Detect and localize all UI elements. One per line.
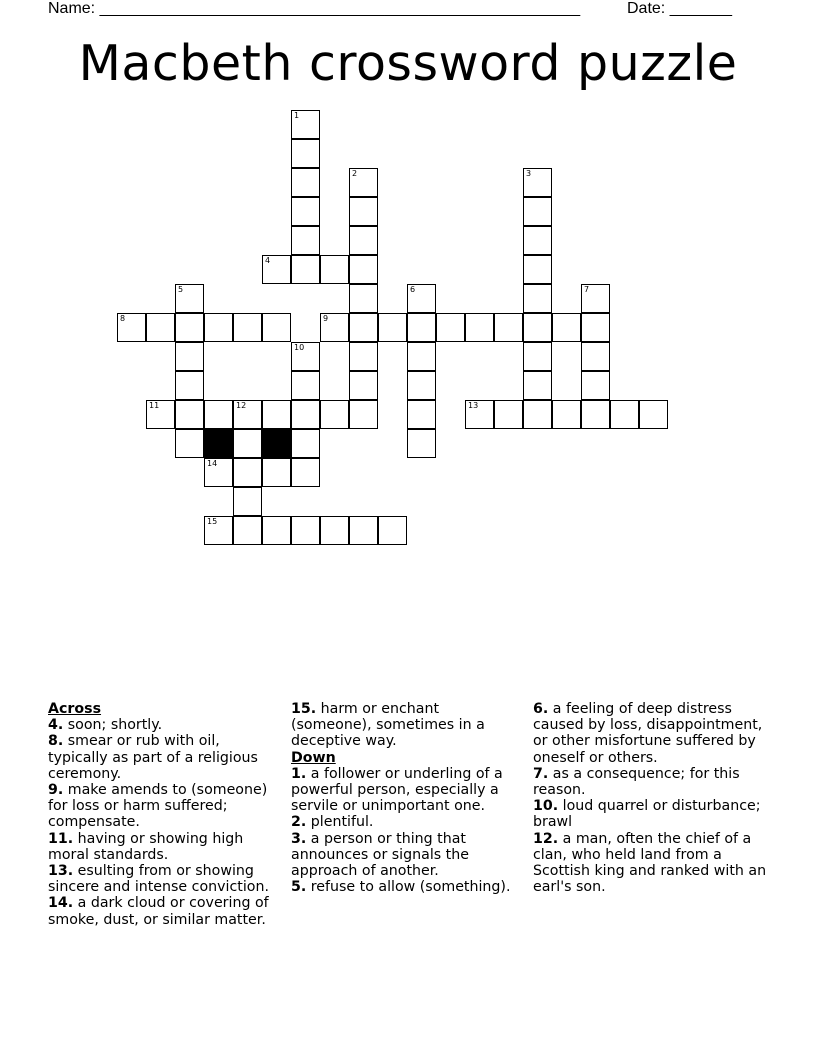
grid-cell[interactable] — [407, 400, 436, 429]
grid-number: 4 — [265, 256, 271, 265]
grid-number: 3 — [526, 169, 532, 178]
grid-cell[interactable] — [523, 313, 552, 342]
grid-cell[interactable] — [465, 313, 494, 342]
grid-cell[interactable] — [349, 284, 378, 313]
grid-cell[interactable] — [581, 371, 610, 400]
clues-column-3 — [533, 701, 771, 895]
grid-cell[interactable] — [523, 197, 552, 226]
grid-cell[interactable] — [349, 371, 378, 400]
grid-cell[interactable] — [233, 487, 262, 516]
grid-cell[interactable] — [233, 516, 262, 545]
grid-number: 10 — [294, 343, 305, 352]
grid-number: 13 — [468, 401, 479, 410]
grid-cell[interactable] — [262, 313, 291, 342]
clue-across-14: 14. a dark cloud or covering of smoke, dust, or similar matter. — [48, 895, 269, 928]
clue-down-5: 5. refuse to allow (something). — [291, 879, 511, 896]
grid-cell[interactable] — [407, 371, 436, 400]
grid-cell[interactable] — [175, 342, 204, 371]
clue-down-12: 12. a man, often the chief of a clan, who held land from a Scottish king and ranked with an earl's son. — [533, 830, 767, 896]
grid-block-cell — [204, 429, 233, 458]
grid-number: 12 — [236, 401, 247, 410]
grid-cell[interactable] — [175, 429, 204, 458]
grid-cell[interactable] — [407, 313, 436, 342]
grid-cell[interactable] — [175, 313, 204, 342]
grid-cell[interactable] — [291, 226, 320, 255]
grid-cell[interactable] — [175, 371, 204, 400]
grid-cell[interactable] — [349, 400, 378, 429]
clue-across-9: 9. make amends to (someone) for loss or harm suffered; compensate. — [48, 782, 268, 831]
grid-number: 5 — [178, 285, 184, 294]
grid-cell[interactable] — [378, 313, 407, 342]
grid-cell[interactable] — [204, 400, 233, 429]
grid-cell[interactable] — [581, 313, 610, 342]
grid-block-cell — [262, 429, 291, 458]
down-heading: Down — [291, 749, 336, 766]
grid-cell[interactable] — [233, 458, 262, 487]
grid-cell[interactable] — [552, 400, 581, 429]
grid-number: 11 — [149, 401, 160, 410]
grid-cell[interactable] — [233, 429, 262, 458]
grid-number: 8 — [120, 314, 126, 323]
clue-down-1: 1. a follower or underling of a powerful person, especially a servile or unimportant one. — [291, 765, 503, 815]
grid-cell[interactable] — [349, 313, 378, 342]
grid-cell[interactable] — [523, 226, 552, 255]
clues-column-1 — [48, 701, 278, 928]
grid-number: 2 — [352, 169, 358, 178]
clue-down-6: 6. a feeling of deep distress caused by loss, disappointment, or other misfortune suffered by oneself or others. — [533, 701, 763, 766]
grid-number: 14 — [207, 459, 218, 468]
grid-cell[interactable] — [291, 516, 320, 545]
grid-number: 15 — [207, 517, 218, 526]
clue-across-4: 4. soon; shortly. — [48, 717, 163, 734]
grid-cell[interactable] — [349, 342, 378, 371]
clue-across-11: 11. having or showing high moral standards. — [48, 830, 244, 863]
grid-cell[interactable] — [291, 371, 320, 400]
grid-cell[interactable] — [523, 284, 552, 313]
grid-cell[interactable] — [581, 342, 610, 371]
grid-cell[interactable] — [291, 400, 320, 429]
grid-cell[interactable] — [349, 516, 378, 545]
clues-column-2 — [291, 701, 523, 895]
grid-cell[interactable] — [552, 313, 581, 342]
grid-cell[interactable] — [320, 400, 349, 429]
grid-cell[interactable] — [291, 168, 320, 197]
grid-cell[interactable] — [233, 313, 262, 342]
grid-cell[interactable] — [349, 197, 378, 226]
clue-down-3: 3. a person or thing that announces or signals the approach of another. — [291, 830, 469, 880]
grid-cell[interactable] — [349, 226, 378, 255]
clue-across-8: 8. smear or rub with oil, typically as part of a religious ceremony. — [48, 733, 258, 782]
grid-cell[interactable] — [262, 516, 291, 545]
grid-cell[interactable] — [639, 400, 668, 429]
grid-number: 9 — [323, 314, 329, 323]
grid-cell[interactable] — [523, 255, 552, 284]
grid-cell[interactable] — [523, 342, 552, 371]
grid-cell[interactable] — [291, 429, 320, 458]
grid-cell[interactable] — [320, 516, 349, 545]
clue-down-2: 2. plentiful. — [291, 814, 374, 831]
date-field-label[interactable]: Date: _______ — [627, 0, 732, 17]
grid-cell[interactable] — [262, 400, 291, 429]
clue-across-15: 15. harm or enchant (someone), sometimes in a deceptive way. — [291, 701, 485, 750]
clue-down-10: 10. loud quarrel or disturbance; brawl — [533, 798, 761, 831]
grid-cell[interactable] — [262, 458, 291, 487]
grid-cell[interactable] — [523, 400, 552, 429]
grid-cell[interactable] — [291, 255, 320, 284]
grid-number: 7 — [584, 285, 590, 294]
grid-cell[interactable] — [320, 255, 349, 284]
grid-cell[interactable] — [581, 400, 610, 429]
grid-number: 6 — [410, 285, 416, 294]
grid-cell[interactable] — [494, 400, 523, 429]
grid-cell[interactable] — [291, 197, 320, 226]
page-title: Macbeth crossword puzzle — [78, 35, 738, 92]
grid-cell[interactable] — [291, 139, 320, 168]
grid-cell[interactable] — [407, 342, 436, 371]
grid-cell[interactable] — [175, 400, 204, 429]
across-heading: Across — [48, 701, 102, 717]
clue-down-7: 7. as a consequence; for this reason. — [533, 765, 740, 799]
name-field-label[interactable]: Name: ______________________________________________________ — [48, 0, 581, 17]
grid-cell[interactable] — [610, 400, 639, 429]
grid-cell[interactable] — [407, 429, 436, 458]
grid-cell[interactable] — [436, 313, 465, 342]
grid-cell[interactable] — [523, 371, 552, 400]
clue-across-13: 13. esulting from or showing sincere and intense conviction. — [48, 863, 269, 896]
grid-cell[interactable] — [378, 516, 407, 545]
grid-cell[interactable] — [291, 458, 320, 487]
grid-cell[interactable] — [146, 313, 175, 342]
grid-cell[interactable] — [204, 313, 233, 342]
grid-cell[interactable] — [349, 255, 378, 284]
grid-cell[interactable] — [494, 313, 523, 342]
grid-number: 1 — [294, 111, 300, 120]
